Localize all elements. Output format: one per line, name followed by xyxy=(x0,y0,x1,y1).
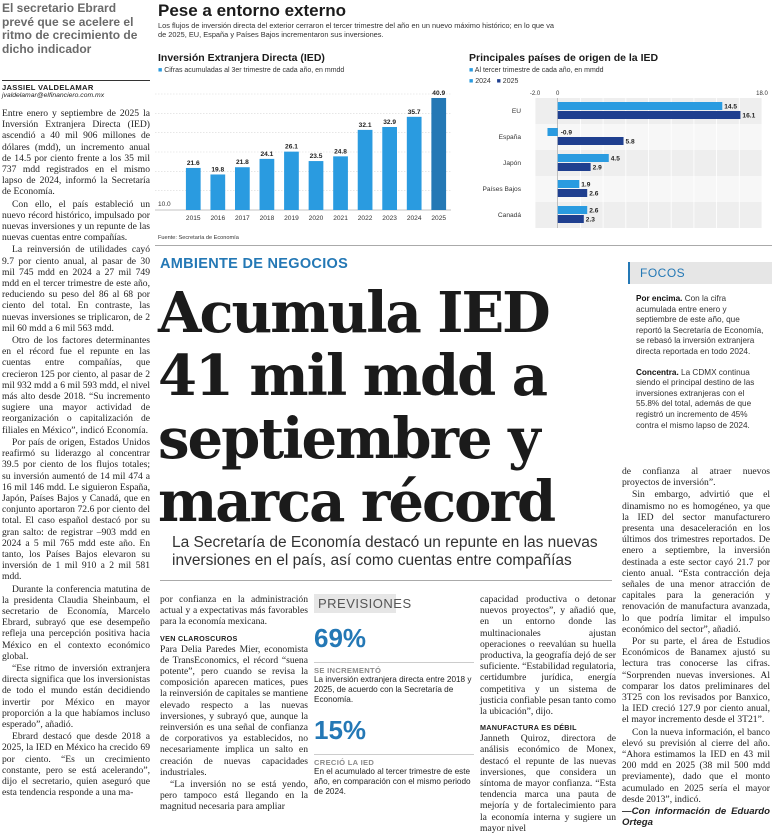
chart1-subtitle: ■ Cifras acumuladas al 3er trimestre de cada año, en mmdd xyxy=(158,67,345,74)
paragraph: Ebrard destacó que desde 2018 a 2025, la IED en México ha crecido 69 por ciento. “Es un crecimiento constante, pero se está acelerando”, dijo el secretario, quien aseguró que esta tendencia responde a una ma- xyxy=(2,731,150,799)
chart1-ytick-label: 10.0 xyxy=(158,201,171,208)
chart1-category-label: 2015 xyxy=(185,215,201,222)
previsiones-header: PREVISIONES xyxy=(314,594,396,613)
chart2-category-label: España xyxy=(498,134,521,141)
byline xyxy=(2,80,150,99)
chart1-category-label: 2022 xyxy=(357,215,373,222)
chart2-value-label: 2.9 xyxy=(592,164,602,172)
chart2-subtitle: ■ Al tercer trimestre de cada año, en mmdd xyxy=(469,67,604,74)
chart2-category-label: Canadá xyxy=(497,212,521,219)
chart1-bar xyxy=(407,117,422,210)
focos-lead: Concentra. xyxy=(636,367,679,377)
chart2-value-label: 5.8 xyxy=(625,138,635,146)
paragraph: Con la nueva información, el banco elevó su previsión al cierre del año. “Ahora estimamos la IED en 43 mil 200 mdd en 2025 (38 mil 500 mdd previamente), dado que el monto acumulado en 2025 sería el mayor desde 2013”, indicó. xyxy=(622,726,770,805)
paragraph: Para Delia Paredes Mier, economista de TransEconomics, el récord “suena potente”, pero cuando se revisa la composición aparecen matices, pues la reinversión de capitales se mantiene elevado respecto a las nuevas inversiones, y subrayó que, aunque la reinversión es una señal de confianza de corporativos ya establecidos, no necesariamente implica un salto en creación de nuevas capacidades industriales. xyxy=(160,643,308,778)
chart1-value-label: 21.6 xyxy=(186,159,200,167)
chart2-bar xyxy=(558,215,584,223)
chart1-bar xyxy=(309,161,324,210)
chart1-bar xyxy=(358,130,373,210)
divider xyxy=(160,580,612,581)
chart2-value-label: 2.6 xyxy=(589,190,599,198)
chart2-value-label: 16.1 xyxy=(742,112,756,120)
chart2-subtitle-text: Al tercer trimestre de cada año, en mmdd xyxy=(474,67,604,74)
chart2-value-label: 1.9 xyxy=(581,181,591,189)
paragraph: “La inversión no se está yendo, pero tampoco está llegando en la magnitud necesaria para ampliar xyxy=(160,779,308,813)
chart2-bar xyxy=(558,154,609,162)
chart2-plot xyxy=(483,91,769,228)
chart1-value-label: 21.8 xyxy=(235,159,249,167)
chart1-value-label: 40.9 xyxy=(432,89,446,97)
figure-label: CRECIÓ LA IED xyxy=(314,754,474,767)
paragraph: Entre enero y septiembre de 2025 la Inversión Extranjera Directa (IED) ascendió a 40 mil 906 millones de dólares (mdd), un incremento anual de 14.5 por ciento frente a los 35 mil 737 mdd registrados en el mismo lapso de 2024, informó la Secretaría de Economía. xyxy=(2,108,150,198)
chart2-svg xyxy=(465,88,772,233)
figure-desc: En el acumulado al tercer trimestre de este año, en comparación con el mismo periodo de 2024. xyxy=(314,767,471,796)
chart1-value-label: 35.7 xyxy=(407,108,421,116)
chart2-category-label: Japón xyxy=(503,160,521,167)
graphic-source: Fuente: Secretaría de Economía xyxy=(158,235,239,241)
chart2-category-label: Países Bajos xyxy=(482,186,521,193)
chart1-bar xyxy=(235,167,250,210)
subheadline: La Secretaría de Economía destacó un repunte en las nuevas inversiones en el país, así como cuentas entre compañías xyxy=(172,534,598,569)
article-column-1 xyxy=(2,108,150,799)
chart1-value-label: 24.1 xyxy=(260,150,274,158)
chart1-category-label: 2016 xyxy=(210,215,226,222)
chart1-value-label: 32.1 xyxy=(358,121,372,129)
chart1-bar xyxy=(382,127,397,210)
chart2-bar xyxy=(558,111,741,119)
chart1-svg xyxy=(155,80,455,230)
chart2-bar xyxy=(558,163,591,171)
chart1-value-label: 26.1 xyxy=(285,143,298,151)
graphic-title: Pese a entorno externo xyxy=(158,1,347,20)
legend-2024: 2024 xyxy=(475,78,491,85)
chart2-value-label: 2.3 xyxy=(585,216,595,224)
chart1-subtitle-text: Cifras acumuladas al 3er trimestre de cada año, en mmdd xyxy=(164,67,345,74)
paragraph: Con ello, el país estableció un nuevo récord histórico, impulsado por nuevas inversiones y un repunte de las nuevas cuentas entre compañías. xyxy=(2,198,150,244)
chart1-category-label: 2020 xyxy=(308,215,324,222)
chart2-legend: ■ 2024 ■ 2025 xyxy=(469,78,519,85)
chart1-bar xyxy=(260,159,275,210)
figure-desc: La inversión extranjera directa entre 2018 y 2025, de acuerdo con la Secretaría de Economía. xyxy=(314,675,472,704)
chart2-bar xyxy=(558,206,588,214)
article-column-4 xyxy=(622,466,770,830)
chart1-bars xyxy=(186,90,446,222)
paragraph: Durante la conferencia matutina de la presidenta Claudia Sheinbaum, el secretario de Economía, Marcelo Ebrard, subrayó que ese desempeño refleja una percepción positiva hacia México en el contexto económico global. xyxy=(2,583,150,662)
chart1-bar xyxy=(210,174,225,210)
chart2-tick-label: 0 xyxy=(556,91,560,97)
chart1-category-label: 2024 xyxy=(406,215,422,222)
chart2-title: Principales países de origen de la IED xyxy=(469,52,659,64)
focos-text: Con la cifra acumulada entre enero y septiembre de este año, que reportó la Secretaría de Economía, se rebasó la inversión extranjera directa reportada en todo 2024. xyxy=(636,294,764,356)
chart1-bar xyxy=(333,156,348,210)
paragraph: capacidad productiva o detonar nuevos proyectos”, y añadió que, en un entorno donde las multinacionales ajustan operaciones o reevalúan su huella productiva, la geografía dejó de ser suficiente. “Estabilidad regulatoria, certidumbre jurídica, energía competitiva y un sistema de justicia confiable pesan tanto como la ubicación”, dijo. xyxy=(480,594,616,718)
headline: Acumula IED 41 mil mdd a septiembre y marca récord xyxy=(158,280,555,535)
focos-item xyxy=(636,294,766,358)
chart2-tick-label: -2.0 xyxy=(529,91,541,97)
chart2-bar xyxy=(547,128,557,136)
paragraph: por confianza en la administración actual y a expectativas más favorables para la economía mexicana. xyxy=(160,594,308,628)
paragraph: Por país de origen, Estados Unidos reafirmó su liderazgo al concentrar 39.5 por ciento de los flujos totales; su inversión aumentó de 14 mil 474 a 16 mil 146 mdd. Le siguieron España, Japón, Países Bajos y Canadá, que en conjunto aportaron 72.6 por ciento del total. El caso español destacó por su gran salto: de registrar –903 mdd en 2024 a 5 mil 765 mdd este año. En tanto, los Países Bajos elevaron su inversión de 1 mil 910 a 2 mil 581 mdd. xyxy=(2,436,150,583)
chart1-bar xyxy=(284,152,299,210)
credit-line: —Con información de Eduardo Ortega xyxy=(622,806,770,829)
chart2-bar xyxy=(558,180,580,188)
byline-name: JASSIEL VALDELAMAR xyxy=(2,83,94,92)
article-column-3 xyxy=(480,594,616,835)
focos-box xyxy=(628,262,772,458)
chart2-value-label: 2.6 xyxy=(589,207,599,215)
paragraph: Janneth Quiroz, directora de análisis económico de Monex, destacó el repunte de las nuevas inversiones, que considera un síntoma de mayor confianza. “Esta tendencia marca una pauta de mejoría y de fortalecimiento para la economía interna y sugiere un mayor nivel xyxy=(480,733,616,834)
chart2-category-label: EU xyxy=(511,108,521,115)
byline-email[interactable]: jvaldelamar@elfinanciero.com.mx xyxy=(2,92,105,99)
chart2-value-label: 4.5 xyxy=(610,155,620,163)
paragraph: “Ese ritmo de inversión extranjera directa significa que los inversionistas de todo el mundo están decidiendo invertir por México en mayor proporción a la que habíamos incluso esperado”, añadió. xyxy=(2,662,150,730)
focos-lead: Por encima. xyxy=(636,294,683,303)
chart1-title: Inversión Extranjera Directa (IED) xyxy=(158,52,325,64)
chart2-tick-label: 18.0 xyxy=(756,91,768,97)
paragraph: La reinversión de utilidades cayó 9.7 por ciento anual, al pasar de 30 mil 745 mdd en 2024 a 27 mil 749 mdd en el tercer trimestre de este año, reduciendo su peso del 86 al 68 por ciento del total. En contraste, las nuevas inversiones se triplicaron, de 2 mil 60 mdd a 6 mil 563 mdd. xyxy=(2,244,150,334)
article-column-2 xyxy=(160,594,308,814)
focos-header: FOCOS xyxy=(628,262,772,284)
section-label: AMBIENTE DE NEGOCIOS xyxy=(160,256,349,272)
paragraph: Por su parte, el área de Estudios Económicos de Banamex ajustó su lectura tras conocerse las cifras. “Sorprenden nuevas inversiones. Al comparar los datos preliminares del 3T25 con los revisados por Banxico, la IED creció 127.9 por ciento anual, el mayor incremento desde el 3T21”. xyxy=(622,636,770,726)
figure-15: 15% xyxy=(314,715,367,745)
chart2-bar xyxy=(558,102,723,110)
paragraph: Sin embargo, advirtió que el dinamismo no es homogéneo, ya que la IED del sector manufacturero presenta una desaceleración en los últimos dos trimestres reportados. De enero a septiembre, la inversión destinada a este sector cayó 21.7 por ciento anual. “Esta contracción deja señales de una menor atracción de capitales para la generación y renovación de manufactura avanzada, lo que podría limitar el impulso económico del sector”, añadió. xyxy=(622,489,770,635)
chart1-category-label: 2019 xyxy=(284,215,299,222)
chart1-category-label: 2018 xyxy=(259,215,275,222)
subsection-heading: MANUFACTURA ES DÉBIL xyxy=(480,723,577,733)
article-kicker: El secretario Ebrard prevé que se acelere el ritmo de crecimiento de dicho indicador xyxy=(2,1,138,56)
legend-2025: 2025 xyxy=(502,78,519,85)
chart1-category-label: 2021 xyxy=(333,215,348,222)
focos-item xyxy=(636,368,766,432)
chart1-value-label: 32.9 xyxy=(383,118,397,126)
chart1-value-label: 24.8 xyxy=(334,148,347,156)
divider xyxy=(155,245,772,246)
chart2-value-label: -0.9 xyxy=(560,129,573,137)
paragraph: Otro de los factores determinantes en el récord fue el repunte en las cuentas entre compañías, que crecieron 125 por ciento, al pasar de 2 mil 932 mdd a 6 mil 593 mdd, el nivel más alto desde 2018. “Su incremento sugiere una mayor actividad de reorganización o capitalización de filiales en México”, indicó Economía. xyxy=(2,335,150,436)
chart1-value-label: 19.8 xyxy=(211,166,225,174)
chart1-category-label: 2023 xyxy=(382,215,397,222)
chart1-bar xyxy=(431,98,446,210)
chart1-value-label: 23.5 xyxy=(309,153,323,161)
paragraph: de confianza al atraer nuevos proyectos de inversión”. xyxy=(622,466,770,489)
focos-text: La CDMX continua siendo el principal destino de las inversiones extranjeras con el 55.8% del total, además de que registró un incremento de 45% contra el mismo lapso de 2024. xyxy=(636,367,755,430)
chart2-bar xyxy=(558,189,588,197)
figure-69: 69% xyxy=(314,623,367,653)
chart2-bar xyxy=(558,137,624,145)
chart1-category-label: 2025 xyxy=(431,215,447,222)
chart2-value-label: 14.5 xyxy=(724,103,738,111)
figure-label: SE INCREMENTÓ xyxy=(314,662,474,675)
previsiones-box xyxy=(314,594,474,797)
graphic-intro: Los flujos de inversión directa del exterior cerraron el tercer trimestre del año en un nuevo máximo histórico; en lo que va de 2025, EU, España y Países Bajos incrementaron sus inversiones. xyxy=(158,21,555,39)
chart1-bar xyxy=(186,168,201,210)
chart1-category-label: 2017 xyxy=(235,215,250,222)
subsection-heading: VEN CLAROSCUROS xyxy=(160,633,238,643)
